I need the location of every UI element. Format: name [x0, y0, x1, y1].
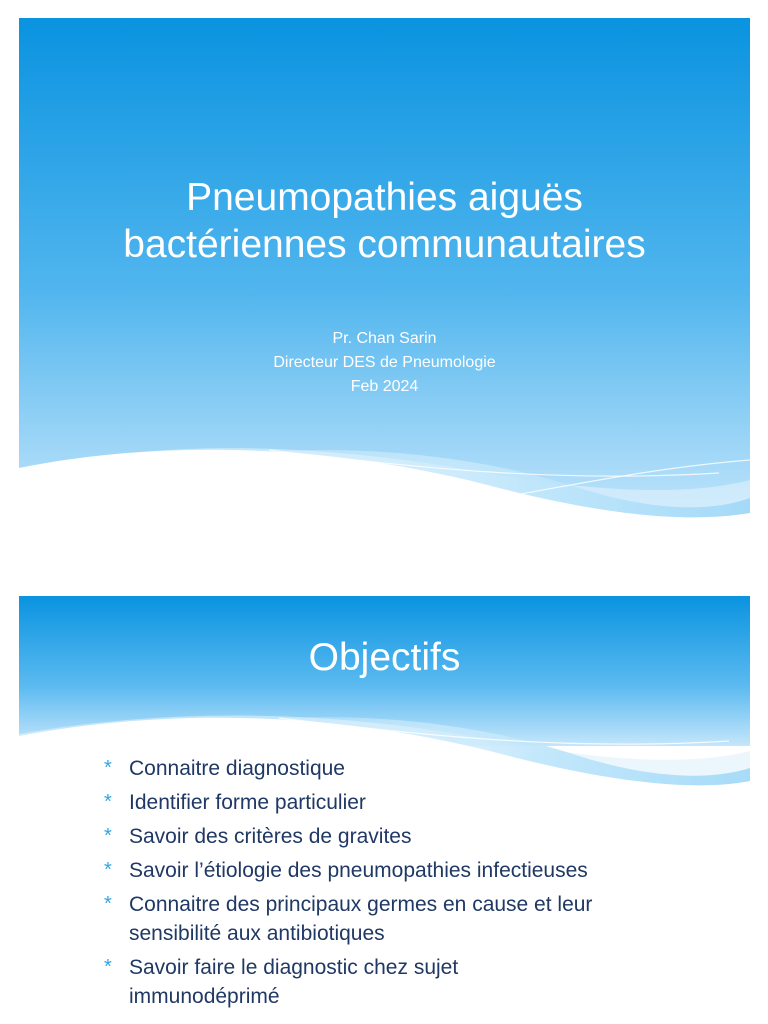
list-item-line-continued: sensibilité aux antibiotiques — [129, 922, 385, 945]
asterisk-bullet-icon: * — [104, 791, 112, 813]
asterisk-bullet-icon: * — [104, 757, 112, 779]
author-role: Directeur DES de Pneumologie — [273, 354, 496, 371]
asterisk-bullet-icon: * — [104, 893, 112, 915]
list-item — [104, 953, 704, 1011]
asterisk-bullet-icon: * — [104, 859, 112, 881]
slide-title: Objectifs — [308, 636, 461, 679]
list-item — [104, 822, 704, 851]
list-item-line: Connaitre des principaux germes en cause et leur — [129, 893, 593, 916]
list-item-line: Savoir l’étiologie des pneumopathies infectieuses — [129, 859, 588, 882]
author-name: Pr. Chan Sarin — [332, 330, 437, 347]
list-item-line-continued: immunodéprimé — [129, 985, 280, 1008]
objectives-slide — [19, 596, 750, 1024]
title-line-2: bactériennes communautaires — [123, 223, 646, 266]
objectives-list — [104, 754, 704, 1016]
title-slide — [19, 18, 750, 520]
title-line-1: Pneumopathies aiguës — [186, 176, 583, 219]
list-item — [104, 856, 704, 885]
sky-wave-background — [19, 18, 750, 520]
list-item — [104, 754, 704, 783]
list-item — [104, 788, 704, 817]
list-item-line: Savoir faire le diagnostic chez sujet — [129, 956, 459, 979]
presentation-title — [19, 174, 750, 268]
asterisk-bullet-icon: * — [104, 825, 112, 847]
list-item-line: Identifier forme particulier — [129, 791, 366, 814]
list-item — [104, 890, 704, 948]
asterisk-bullet-icon: * — [104, 956, 112, 978]
list-item-line: Connaitre diagnostique — [129, 757, 345, 780]
presenter-info — [19, 327, 750, 399]
list-item-line: Savoir des critères de gravites — [129, 825, 412, 848]
presentation-date: Feb 2024 — [350, 378, 419, 395]
